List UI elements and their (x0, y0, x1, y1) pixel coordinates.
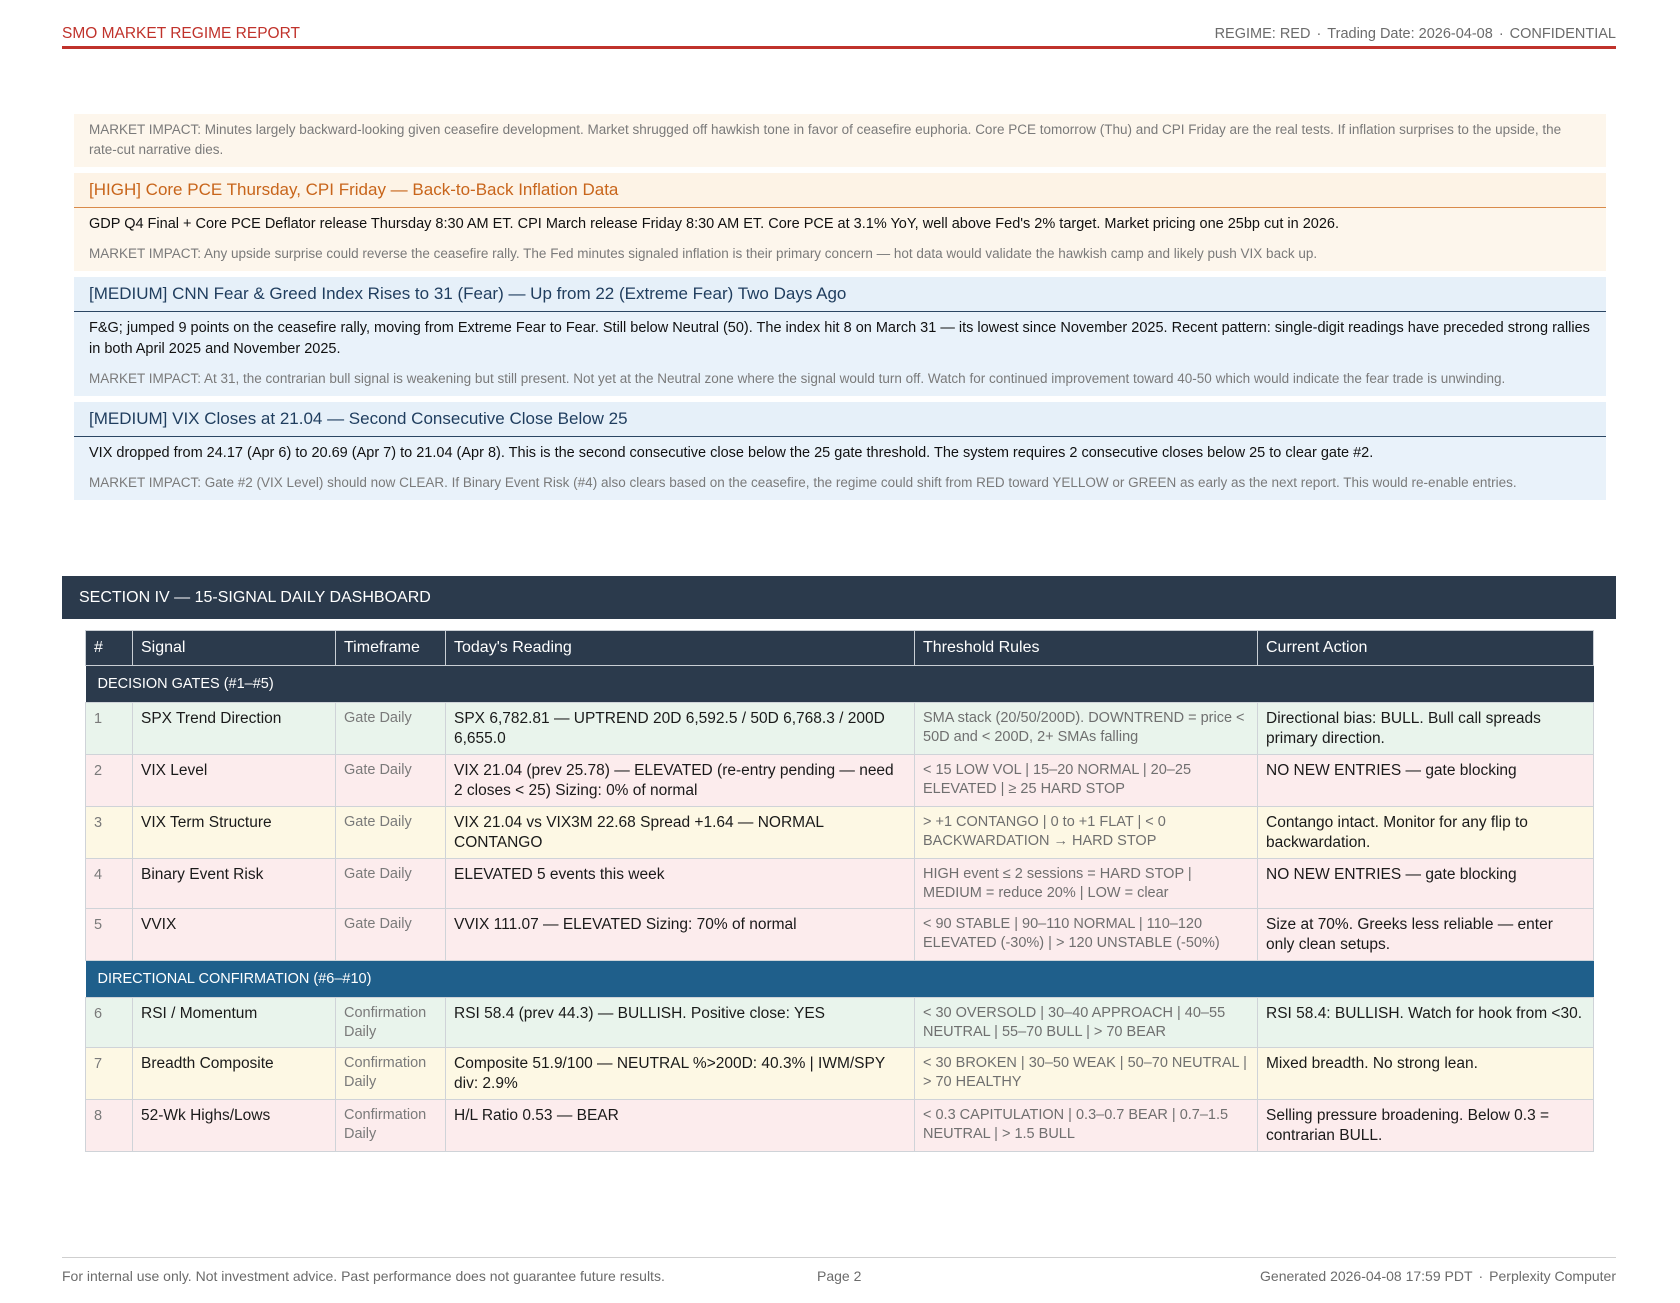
signal-action: RSI 58.4: BULLISH. Watch for hook from <30. (1258, 998, 1594, 1048)
signal-threshold: SMA stack (20/50/200D). DOWNTREND = price < 50D and < 200D, 2+ SMAs falling (915, 703, 1258, 755)
signal-threshold: HIGH event ≤ 2 sessions = HARD STOP | MEDIUM = reduce 20% | LOW = clear (915, 859, 1258, 909)
report-title: SMO MARKET REGIME REPORT (62, 25, 300, 42)
separator-dot: · (1316, 26, 1322, 42)
section-header (62, 576, 1616, 619)
column-header: Threshold Rules (915, 631, 1258, 666)
signal-threshold: < 30 BROKEN | 30–50 WEAK | 50–70 NEUTRAL | > 70 HEALTHY (915, 1048, 1258, 1100)
signal-name: Binary Event Risk (133, 859, 336, 909)
table-row (86, 703, 1594, 755)
signal-dashboard-table (85, 630, 1594, 1152)
signal-reading: H/L Ratio 0.53 — BEAR (446, 1100, 915, 1152)
trading-date: Trading Date: 2026-04-08 (1327, 26, 1493, 42)
news-body: F&G; jumped 9 points on the ceasefire rally, moving from Extreme Fear to Fear. Still below Neutral (50). The index hit 8 on March 31 — its lowest since November 2025. Recent pattern: single-digit readings have preceded strong rallies in both April 2025 and November 2025. (89, 320, 1590, 357)
signal-name: RSI / Momentum (133, 998, 336, 1048)
signal-timeframe: Gate Daily (336, 703, 446, 755)
table-row (86, 859, 1594, 909)
table-row (86, 909, 1594, 961)
signal-number: 3 (86, 807, 133, 859)
signal-timeframe: Gate Daily (336, 859, 446, 909)
signal-threshold: < 0.3 CAPITULATION | 0.3–0.7 BEAR | 0.7–1.5 NEUTRAL | > 1.5 BULL (915, 1100, 1258, 1152)
signal-number: 7 (86, 1048, 133, 1100)
signal-name: Breadth Composite (133, 1048, 336, 1100)
signal-name: SPX Trend Direction (133, 703, 336, 755)
market-impact-text: MARKET IMPACT: Gate #2 (VIX Level) should now CLEAR. If Binary Event Risk (#4) also clears based on the ceasefire, the regime could shift from RED toward YELLOW or GREEN as early as the next report. This would re-enable entries. (89, 475, 1517, 490)
signal-number: 5 (86, 909, 133, 961)
report-meta (1215, 24, 1616, 44)
signal-number: 1 (86, 703, 133, 755)
signal-timeframe: Confirmation Daily (336, 1048, 446, 1100)
signal-name: VIX Term Structure (133, 807, 336, 859)
signal-reading: VVIX 111.07 — ELEVATED Sizing: 70% of normal (446, 909, 915, 961)
column-header: # (86, 631, 133, 666)
table-row (86, 1048, 1594, 1100)
news-body: VIX dropped from 24.17 (Apr 6) to 20.69 (Apr 7) to 21.04 (Apr 8). This is the second consecutive close below the 25 gate threshold. The system requires 2 consecutive closes below 25 to clear gate #2. (89, 445, 1374, 461)
news-body: GDP Q4 Final + Core PCE Deflator release Thursday 8:30 AM ET. CPI March release Friday 8:30 AM ET. Core PCE at 3.1% YoY, well above Fed's 2% target. Market pricing one 25bp cut in 2026. (89, 216, 1339, 232)
news-item-fear-greed (74, 277, 1606, 396)
column-header: Today's Reading (446, 631, 915, 666)
signal-action: NO NEW ENTRIES — gate blocking (1258, 755, 1594, 807)
group-row-directional-confirmation (86, 961, 1594, 998)
signal-reading: Composite 51.9/100 — NEUTRAL %>200D: 40.3% | IWM/SPY div: 2.9% (446, 1048, 915, 1100)
footer-generated (1260, 1266, 1616, 1286)
signal-number: 4 (86, 859, 133, 909)
signal-threshold: < 15 LOW VOL | 15–20 NORMAL | 20–25 ELEVATED | ≥ 25 HARD STOP (915, 755, 1258, 807)
table-row (86, 998, 1594, 1048)
market-impact-text: MARKET IMPACT: Any upside surprise could reverse the ceasefire rally. The Fed minutes signaled inflation is their primary concern — hot data would validate the hawkish camp and likely push VIX back up. (89, 246, 1318, 261)
signal-action: Directional bias: BULL. Bull call spreads primary direction. (1258, 703, 1594, 755)
signal-reading: VIX 21.04 (prev 25.78) — ELEVATED (re-entry pending — need 2 closes < 25) Sizing: 0% of normal (446, 755, 915, 807)
signal-number: 8 (86, 1100, 133, 1152)
page-number: Page 2 (817, 1268, 862, 1284)
table-row (86, 807, 1594, 859)
market-impact-text: MARKET IMPACT: At 31, the contrarian bull signal is weakening but still present. Not yet at the Neutral zone where the signal would turn off. Watch for continued improvement toward 40-50 which would indicate the fear trade is unwinding. (89, 371, 1506, 386)
table-row (86, 1100, 1594, 1152)
report-header (62, 24, 1616, 49)
signal-timeframe: Gate Daily (336, 755, 446, 807)
regime-label: REGIME: RED (1214, 26, 1311, 42)
column-header: Current Action (1258, 631, 1594, 666)
table-header-row (86, 631, 1594, 666)
column-header: Signal (133, 631, 336, 666)
signal-number: 6 (86, 998, 133, 1048)
signal-threshold: < 30 OVERSOLD | 30–40 APPROACH | 40–55 NEUTRAL | 55–70 BULL | > 70 BEAR (915, 998, 1258, 1048)
signal-timeframe: Confirmation Daily (336, 998, 446, 1048)
news-title: [MEDIUM] CNN Fear & Greed Index Rises to 31 (Fear) — Up from 22 (Extreme Fear) Two Days Ago (74, 277, 1606, 312)
signal-action: Size at 70%. Greeks less reliable — enter only clean setups. (1258, 909, 1594, 961)
signal-action: Mixed breadth. No strong lean. (1258, 1048, 1594, 1100)
confidential-label: CONFIDENTIAL (1509, 26, 1616, 42)
signal-threshold: > +1 CONTANGO | 0 to +1 FLAT | < 0 BACKWARDATION → HARD STOP (915, 807, 1258, 859)
signal-threshold: < 90 STABLE | 90–110 NORMAL | 110–120 ELEVATED (-30%) | > 120 UNSTABLE (-50%) (915, 909, 1258, 961)
signal-action: NO NEW ENTRIES — gate blocking (1258, 859, 1594, 909)
signal-timeframe: Confirmation Daily (336, 1100, 446, 1152)
table-row (86, 755, 1594, 807)
signal-name: 52-Wk Highs/Lows (133, 1100, 336, 1152)
separator-dot: · (1478, 1268, 1484, 1284)
signal-action: Contango intact. Monitor for any flip to backwardation. (1258, 807, 1594, 859)
signal-reading: ELEVATED 5 events this week (446, 859, 915, 909)
signal-reading: RSI 58.4 (prev 44.3) — BULLISH. Positive close: YES (446, 998, 915, 1048)
signal-number: 2 (86, 755, 133, 807)
signal-reading: VIX 21.04 vs VIX3M 22.68 Spread +1.64 — NORMAL CONTANGO (446, 807, 915, 859)
group-label: DECISION GATES (#1–#5) (86, 666, 1594, 703)
signal-action: Selling pressure broadening. Below 0.3 = contrarian BULL. (1258, 1100, 1594, 1152)
section-title: SECTION IV — 15-SIGNAL DAILY DASHBOARD (79, 589, 431, 606)
signal-reading: SPX 6,782.81 — UPTREND 20D 6,592.5 / 50D 6,768.3 / 200D 6,655.0 (446, 703, 915, 755)
column-header: Timeframe (336, 631, 446, 666)
footer-disclaimer: For internal use only. Not investment advice. Past performance does not guarantee future results. (62, 1268, 665, 1284)
market-impact-text: MARKET IMPACT: Minutes largely backward-looking given ceasefire development. Market shrugged off hawkish tone in favor of ceasefire euphoria. Core PCE tomorrow (Thu) and CPI Friday are the real tests. If inflation surprises to the upside, the rate-cut narrative dies. (89, 122, 1562, 157)
signal-name: VVIX (133, 909, 336, 961)
group-label: DIRECTIONAL CONFIRMATION (#6–#10) (86, 961, 1594, 998)
news-item-vix (74, 402, 1606, 500)
news-section (74, 114, 1606, 506)
news-title: [HIGH] Core PCE Thursday, CPI Friday — Back-to-Back Inflation Data (74, 173, 1606, 208)
signal-timeframe: Gate Daily (336, 807, 446, 859)
signal-name: VIX Level (133, 755, 336, 807)
news-lead-impact (74, 114, 1606, 167)
page-footer (62, 1257, 1616, 1284)
group-row-decision-gates (86, 666, 1594, 703)
news-item-core-pce (74, 173, 1606, 271)
generated-timestamp: Generated 2026-04-08 17:59 PDT (1260, 1268, 1473, 1284)
signal-timeframe: Gate Daily (336, 909, 446, 961)
separator-dot: · (1498, 26, 1504, 42)
generator-tool: Perplexity Computer (1489, 1268, 1616, 1284)
news-title: [MEDIUM] VIX Closes at 21.04 — Second Consecutive Close Below 25 (74, 402, 1606, 437)
